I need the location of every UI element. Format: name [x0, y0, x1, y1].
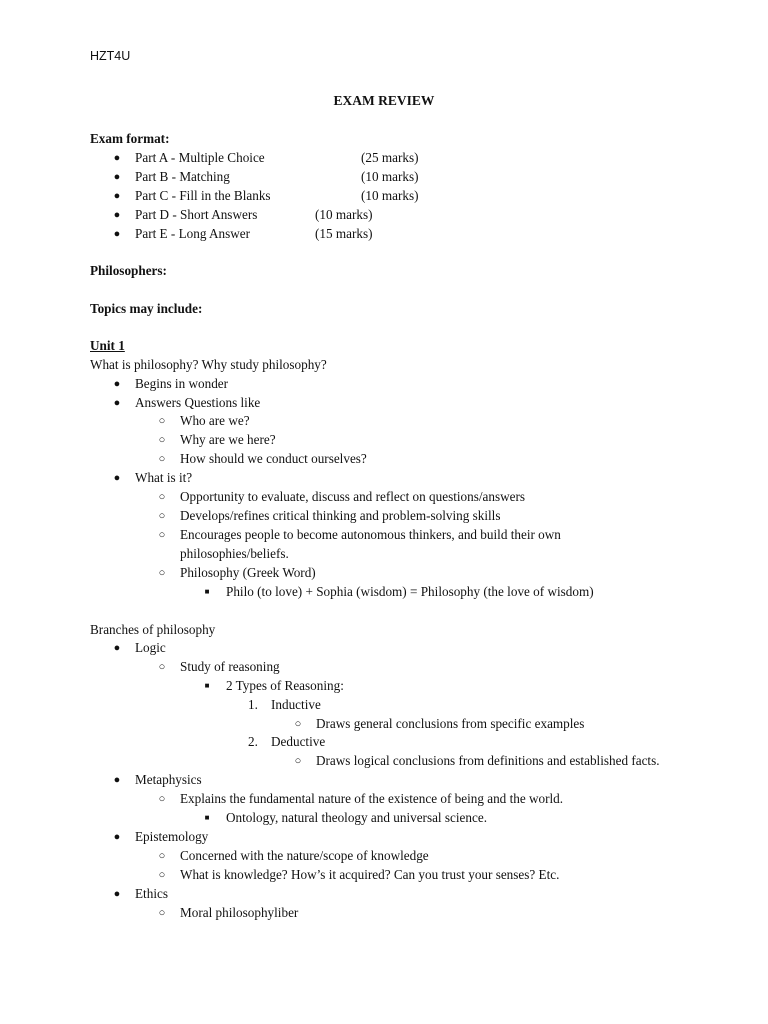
topics-heading: Topics may include:	[90, 301, 203, 316]
circle-bullet-icon: ○	[158, 434, 166, 446]
list-item: Opportunity to evaluate, discuss and reflect on questions/answers	[180, 489, 525, 504]
bullet-icon: ●	[113, 888, 121, 900]
list-item: Inductive	[271, 697, 321, 712]
square-bullet-icon: ■	[204, 587, 210, 596]
circle-bullet-icon: ○	[158, 869, 166, 881]
circle-bullet-icon: ○	[158, 850, 166, 862]
list-item: Concerned with the nature/scope of knowledge	[180, 848, 429, 863]
square-bullet-icon: ■	[204, 681, 210, 690]
list-item: Draws logical conclusions from definitions and established facts.	[316, 753, 660, 768]
list-item: 2 Types of Reasoning:	[226, 678, 344, 693]
circle-bullet-icon: ○	[158, 491, 166, 503]
circle-bullet-icon: ○	[158, 510, 166, 522]
exam-part-label: Part A - Multiple Choice	[135, 150, 265, 165]
list-item: How should we conduct ourselves?	[180, 451, 367, 466]
list-item: Answers Questions like	[135, 395, 261, 410]
list-item: Develops/refines critical thinking and problem-solving skills	[180, 508, 501, 523]
exam-part-label: Part C - Fill in the Blanks	[135, 188, 271, 203]
list-item: Encourages people to become autonomous thinkers, and build their own	[180, 527, 561, 542]
page-title: EXAM REVIEW	[333, 93, 435, 108]
list-number: 2.	[248, 734, 258, 749]
square-bullet-icon: ■	[204, 813, 210, 822]
list-item: Begins in wonder	[135, 376, 229, 391]
exam-part-marks: (25 marks)	[361, 150, 419, 165]
exam-part-label: Part E - Long Answer	[135, 226, 251, 241]
exam-part-label: Part B - Matching	[135, 169, 230, 184]
circle-bullet-icon: ○	[158, 567, 166, 579]
circle-bullet-icon: ○	[158, 529, 166, 541]
bullet-icon: ●	[113, 831, 121, 843]
exam-format-heading: Exam format:	[90, 131, 170, 146]
list-number: 1.	[248, 697, 258, 712]
bullet-icon: ●	[113, 472, 121, 484]
bullet-icon: ●	[113, 171, 121, 183]
list-item: Why are we here?	[180, 432, 276, 447]
circle-bullet-icon: ○	[158, 793, 166, 805]
list-item: What is knowledge? How’s it acquired? Can you trust your senses? Etc.	[180, 867, 560, 882]
bullet-icon: ●	[113, 209, 121, 221]
list-item-continuation: philosophies/beliefs.	[180, 546, 289, 561]
circle-bullet-icon: ○	[294, 755, 302, 767]
exam-part-marks: (10 marks)	[315, 207, 373, 222]
circle-bullet-icon: ○	[294, 718, 302, 730]
list-item: Moral philosophyliber	[180, 905, 299, 920]
exam-part-label: Part D - Short Answers	[135, 207, 258, 222]
circle-bullet-icon: ○	[158, 453, 166, 465]
list-item: Study of reasoning	[180, 659, 280, 674]
course-code: HZT4U	[90, 49, 131, 63]
list-item: Ethics	[135, 886, 168, 901]
list-item: Philosophy (Greek Word)	[180, 565, 316, 580]
bullet-icon: ●	[113, 152, 121, 164]
list-item: Metaphysics	[135, 772, 202, 787]
circle-bullet-icon: ○	[158, 415, 166, 427]
branches-heading: Branches of philosophy	[90, 622, 216, 637]
bullet-icon: ●	[113, 397, 121, 409]
list-item: Deductive	[271, 734, 326, 749]
bullet-icon: ●	[113, 642, 121, 654]
bullet-icon: ●	[113, 190, 121, 202]
list-item: Logic	[135, 640, 166, 655]
unit1-heading: Unit 1	[90, 338, 125, 353]
list-item: What is it?	[135, 470, 193, 485]
philosophers-heading: Philosophers:	[90, 263, 167, 278]
list-item: Explains the fundamental nature of the existence of being and the world.	[180, 791, 564, 806]
list-item: Epistemology	[135, 829, 209, 844]
bullet-icon: ●	[113, 774, 121, 786]
exam-part-marks: (15 marks)	[315, 226, 373, 241]
list-item: Philo (to love) + Sophia (wisdom) = Philosophy (the love of wisdom)	[226, 584, 594, 599]
exam-part-marks: (10 marks)	[361, 188, 419, 203]
bullet-icon: ●	[113, 228, 121, 240]
bullet-icon: ●	[113, 378, 121, 390]
list-item: Ontology, natural theology and universal science.	[226, 810, 487, 825]
list-item: Draws general conclusions from specific examples	[316, 716, 585, 731]
exam-part-marks: (10 marks)	[361, 169, 419, 184]
list-item: Who are we?	[180, 413, 250, 428]
circle-bullet-icon: ○	[158, 661, 166, 673]
unit1-question: What is philosophy? Why study philosophy?	[90, 357, 327, 372]
circle-bullet-icon: ○	[158, 907, 166, 919]
